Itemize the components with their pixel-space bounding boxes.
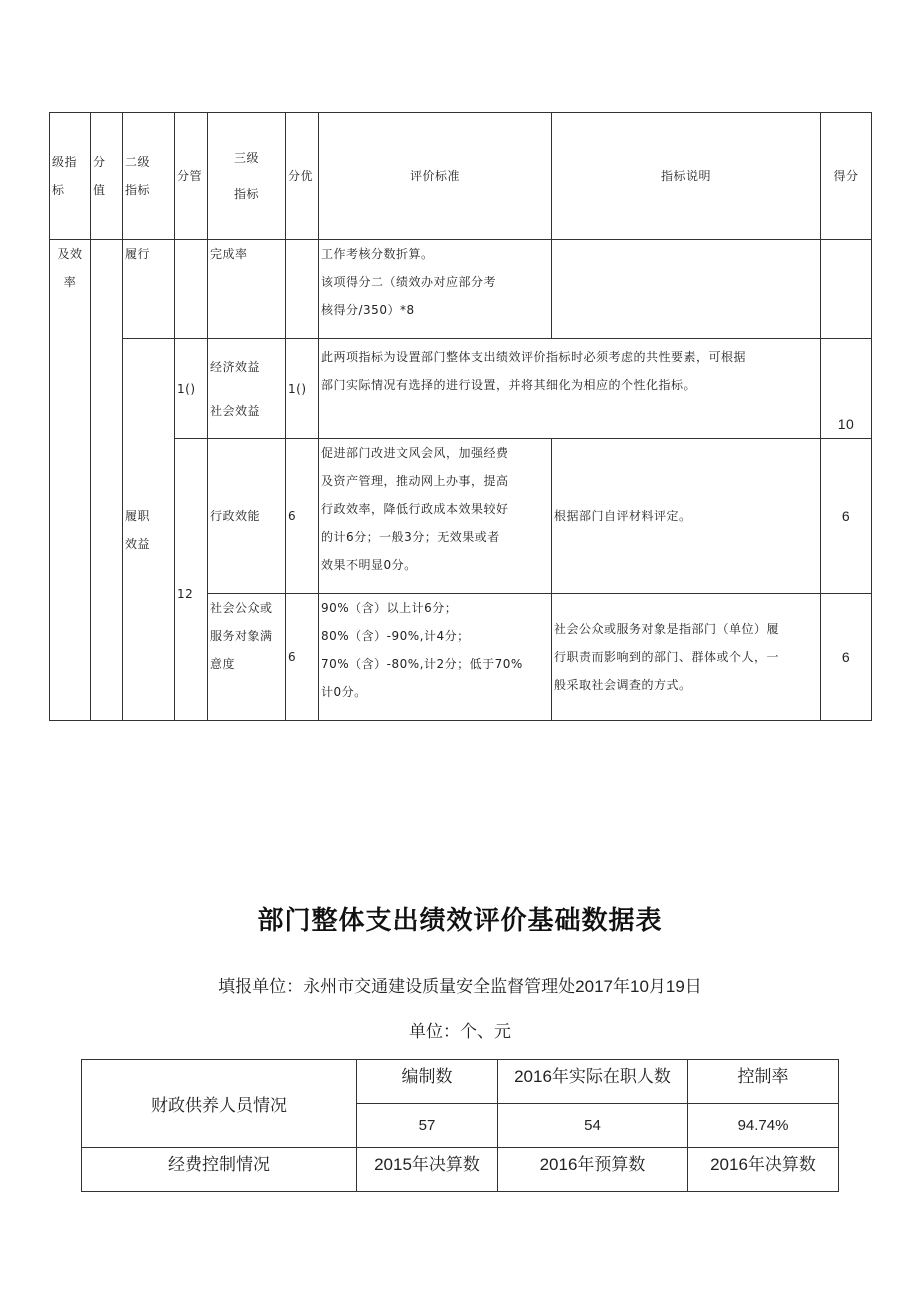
header-score-excellent: 分优 bbox=[286, 113, 319, 240]
basic-data-table bbox=[81, 1059, 839, 1192]
table-header-row bbox=[50, 113, 872, 240]
standard-public-satisfaction: 90%（含）以上计6分； 80%（含）-90%,计4分； 70%（含）-80%,计2分；低于70% 计0分。 bbox=[319, 594, 552, 721]
got-score-admin: 6 bbox=[821, 439, 872, 594]
level3-admin-efficiency: 行政效能 bbox=[208, 439, 286, 594]
fund-label: 经费控制情况 bbox=[82, 1148, 357, 1192]
level2-performance-benefit: 履职 效益 bbox=[123, 339, 175, 721]
evaluation-index-table bbox=[49, 112, 872, 721]
page-title: 部门整体支出绩效评价基础数据表 bbox=[257, 906, 663, 936]
level3-economic-social: 经济效益 社会效益 bbox=[208, 339, 286, 439]
value-control-rate: 94.74% bbox=[688, 1104, 839, 1148]
level2-perform: 履行 bbox=[123, 240, 175, 339]
header-level2-index: 二级 指标 bbox=[123, 113, 175, 240]
header-final-2016: 2016年决算数 bbox=[688, 1148, 839, 1192]
staff-label: 财政供养人员情况 bbox=[82, 1060, 357, 1148]
score-manage-group: 12 bbox=[175, 439, 208, 721]
cell-empty bbox=[175, 240, 208, 339]
header-budget-2016: 2016年预算数 bbox=[498, 1148, 688, 1192]
header-score-value: 分 值 bbox=[91, 113, 123, 240]
got-score-economic: 10 bbox=[821, 339, 872, 439]
note-public-satisfaction: 社会公众或服务对象是指部门（单位）履 行职责而影响到的部门、群体或个人，一 般采取社会调查的方式。 bbox=[552, 594, 821, 721]
got-score-satisfaction: 6 bbox=[821, 594, 872, 721]
header-level1-index: 级指 标 bbox=[50, 113, 91, 240]
cell-empty bbox=[552, 240, 821, 339]
table-row bbox=[82, 1060, 839, 1104]
header-level3-index: 三级 指标 bbox=[208, 113, 286, 240]
standard-economic-social: 此两项指标为设置部门整体支出绩效评价指标时必须考虑的共性要素，可根据 部门实际情况有选择的进行设置，并将其细化为相应的个性化指标。 bbox=[319, 339, 821, 439]
header-got-score: 得分 bbox=[821, 113, 872, 240]
header-score-manage: 分管 bbox=[175, 113, 208, 240]
unit-line: 单位：个、元 bbox=[409, 1022, 511, 1041]
table-row bbox=[50, 339, 872, 439]
header-note: 指标说明 bbox=[552, 113, 821, 240]
fill-unit-line: 填报单位：永州市交通建设质量安全监督管理处2017年10月19日 bbox=[218, 977, 702, 996]
standard-completion-rate: 工作考核分数折算。 该项得分二（绩效办对应部分考 核得分/350）*8 bbox=[319, 240, 552, 339]
score-excellent-satisfaction: 6 bbox=[286, 594, 319, 721]
level1-score bbox=[91, 240, 123, 721]
note-admin-efficiency: 根据部门自评材料评定。 bbox=[552, 439, 821, 594]
value-actual-staff: 54 bbox=[498, 1104, 688, 1148]
header-authorized-count: 编制数 bbox=[357, 1060, 498, 1104]
cell-empty bbox=[821, 240, 872, 339]
level3-completion-rate: 完成率 bbox=[208, 240, 286, 339]
score-manage-economic: 1() bbox=[175, 339, 208, 439]
standard-admin-efficiency: 促进部门改进文风会风，加强经费 及资产管理，推动网上办事，提高 行政效率，降低行政成本效果较好 的计6分；一般3分；无效果或者 效果不明显0分。 bbox=[319, 439, 552, 594]
header-final-2015: 2015年决算数 bbox=[357, 1148, 498, 1192]
header-actual-staff: 2016年实际在职人数 bbox=[498, 1060, 688, 1104]
level1-efficiency: 及效 率 bbox=[50, 240, 91, 721]
score-excellent-economic: 1() bbox=[286, 339, 319, 439]
table-row bbox=[82, 1148, 839, 1192]
header-control-rate: 控制率 bbox=[688, 1060, 839, 1104]
level3-public-satisfaction: 社会公众或 服务对象满 意度 bbox=[208, 594, 286, 721]
header-standard: 评价标准 bbox=[319, 113, 552, 240]
cell-empty bbox=[286, 240, 319, 339]
score-excellent-admin: 6 bbox=[286, 439, 319, 594]
value-authorized-count: 57 bbox=[357, 1104, 498, 1148]
table-row bbox=[50, 240, 872, 339]
